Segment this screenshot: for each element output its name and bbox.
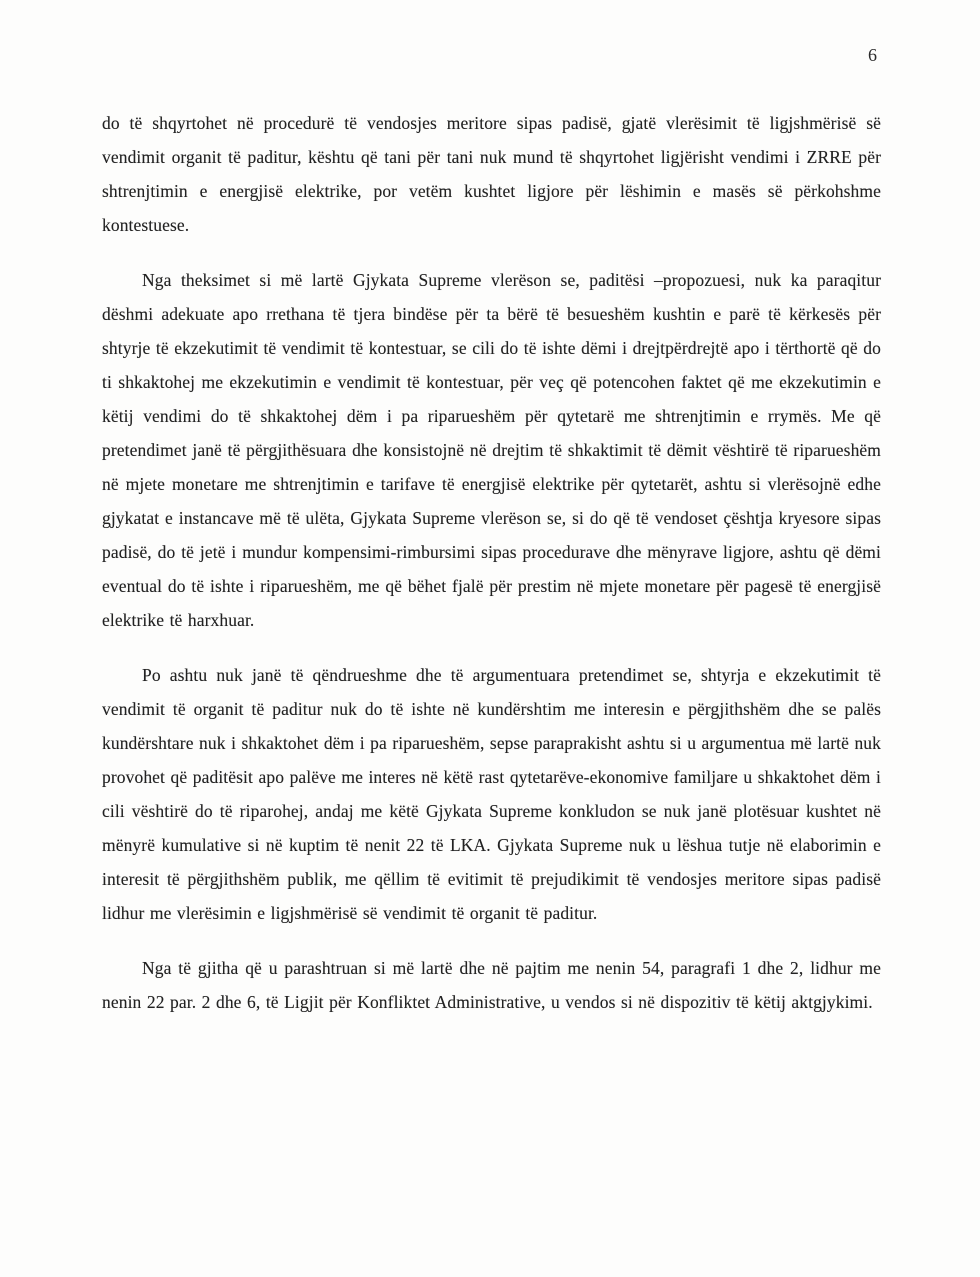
document-body xyxy=(102,106,881,1040)
page-number: 6 xyxy=(868,45,877,65)
paragraph-continuation: do të shqyrtohet në procedurë të vendosjes meritore sipas padisë, gjatë vlerësimit të ligjshmërisë së vendimit organit të paditur, kështu që tani për tani nuk mund të shqyrtohet ligjërisht vendimi i ZRRE për shtrenjtimin e energjisë elektrike, por vetëm kushtet ligjore për lëshimin e masës së përkohshme kontestuese. xyxy=(102,113,881,235)
paragraph-legal-basis: Nga të gjitha që u parashtruan si më lartë dhe në pajtim me nenin 54, paragrafi 1 dhe 2, lidhur me nenin 22 par. 2 dhe 6, të Ligjit për Konfliktet Administrative, u vendos si në dispozitiv të këtij aktgjykimi. xyxy=(102,958,881,1012)
paragraph-claims-unfounded: Po ashtu nuk janë të qëndrueshme dhe të argumentuara pretendimet se, shtyrja e ekzekutimit të vendimit të organit të paditur nuk do të ishte në kundërshtim me interesin e përgjithshëm dhe se palës kundërshtare nuk i shkaktohet dëm i pa riparueshëm, sepse paraprakisht ashtu si u argumentua më lartë nuk provohet që paditësit apo palëve me interes në këtë rast qytetarëve-ekonomive familjare u shkaktohet dëm i cili vështirë do të riparohej, andaj me këtë Gjykata Supreme konkludon se nuk janë plotësuar kushtet në mënyrë kumulative si në kuptim të nenit 22 të LKA. Gjykata Supreme nuk u lëshua tutje në elaborimin e interesit të përgjithshëm publik, me qëllim të evitimit të prejudikimit të vendosjes meritore sipas padisë lidhur me vlerësimin e ligjshmërisë së vendimit të organit të paditur. xyxy=(102,665,881,923)
paragraph-court-assessment: Nga theksimet si më lartë Gjykata Supreme vlerëson se, paditësi –propozuesi, nuk ka paraqitur dëshmi adekuate apo rrethana të tjera bindëse për ta bërë të besueshëm kushtin e parë të kërkesës për shtyrje të ekzekutimit të vendimit të kontestuar, se cili do të ishte dëmi i drejtpërdrejtë apo i tërthortë që do ti shkaktohej me ekzekutimin e vendimit të kontestuar, për veç që potencohen faktet që me ekzekutimin e këtij vendimi do të shkaktohej dëm i pa riparueshëm për qytetarë me shtrenjtimin e rrymës. Me që pretendimet janë të përgjithësuara dhe konsistojnë në drejtim të shkaktimit të dëmit vështirë të riparueshëm në mjete monetare me shtrenjtimin e tarifave të energjisë elektrike për qytetarët, ashtu si vlerësojnë edhe gjykatat e instancave më të ulëta, Gjykata Supreme vlerëson se, si do që të vendoset çështja kryesore sipas padisë, do të jetë i mundur kompensimi-rimbursimi sipas procedurave dhe mënyrave ligjore, ashtu që dëmi eventual do të ishte i riparueshëm, me që bëhet fjalë për prestim në mjete monetare për pagesë të energjisë elektrike të harxhuar. xyxy=(102,270,881,630)
